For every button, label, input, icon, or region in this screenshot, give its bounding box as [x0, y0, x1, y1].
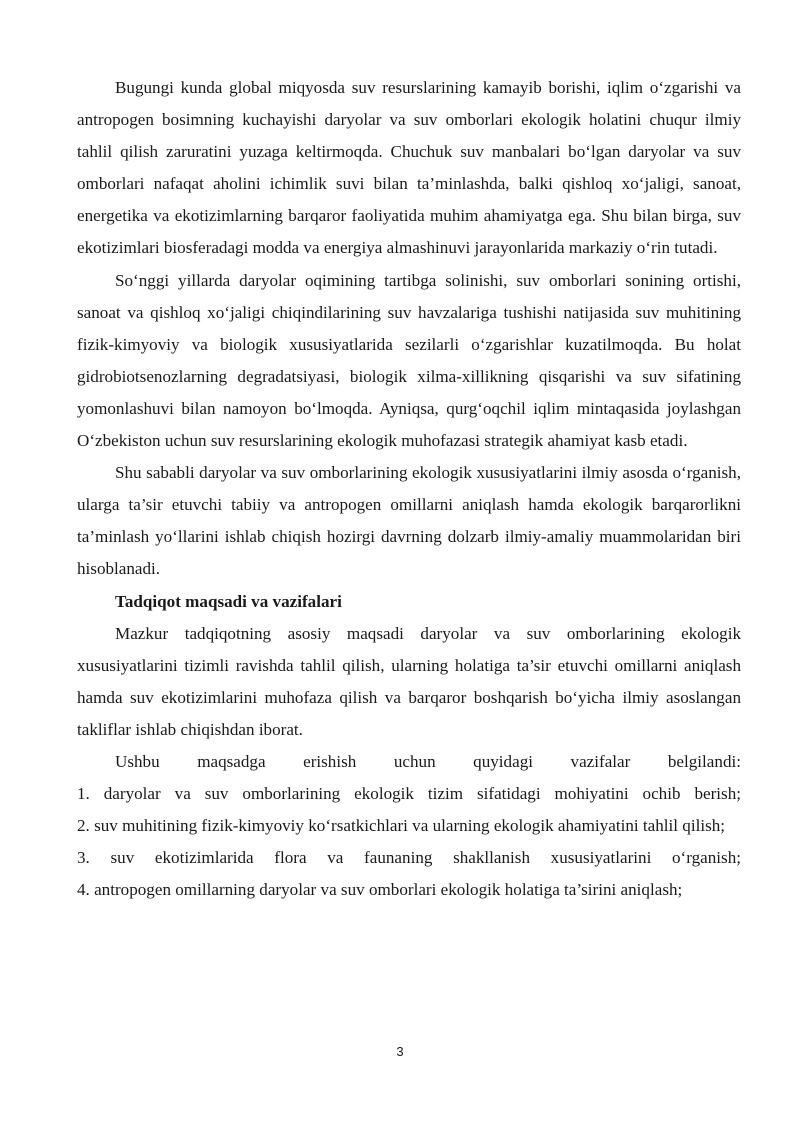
section-heading: Tadqiqot maqsadi va vazifalari: [115, 591, 342, 611]
tasks-intro: Ushbu maqsadga erishish uchun quyidagi vazifalar belgilandi:: [115, 751, 741, 771]
page-number: 3: [396, 1044, 404, 1059]
task-item-3: 3. suv ekotizimlarida flora va faunaning shakllanish xususiyatlarini o‘rganish;: [77, 848, 741, 868]
document-body: [77, 72, 741, 906]
intro-paragraph-1: Bugungi kunda global miqyosda suv resurslarining kamayib borishi, iqlim o‘zgarishi va antropogen bosimning kuchayishi daryolar va suv omborlari ekologik holatini chuqur ilmiy tahlil qilish zaruratini yuzaga keltirmoqda. Chuchuk suv manbalari bo‘lgan daryolar va suv omborlari nafaqat aholini ichimlik suvi bilan ta’minlashda, balki qishloq xo‘jaligi, sanoat, energetika va ekotizimlarning barqaror faoliyatida muhim ahamiyatga ega. Shu bilan birga, suv ekotizimlari biosferadagi modda va energiya almashinuvi jarayonlarida markaziy o‘rin tutadi.: [77, 78, 741, 258]
task-item-2: 2. suv muhitining fizik-kimyoviy ko‘rsatkichlari va ularning ekologik ahamiyatini tahlil qilish;: [77, 816, 726, 836]
intro-paragraph-2: So‘nggi yillarda daryolar oqimining tartibga solinishi, suv omborlari sonining ortishi, sanoat va qishloq xo‘jaligi chiqindilarining suv havzalariga tushishi natijasida suv muhitining fizik-kimyoviy va biologik xususiyatlarida sezilarli o‘zgarishlar kuzatilmoqda. Bu holat gidrobiotsenozlarning degradatsiyasi, biologik xilma-xillikning qisqarishi va suv sifatining yomonlashuvi bilan namoyon bo‘lmoqda. Ayniqsa, qurg‘oqchil iqlim mintaqasida joylashgan O‘zbekiston uchun suv resurslarining ekologik muhofazasi strategik ahamiyat kasb etadi.: [77, 270, 741, 451]
task-item-1: 1. daryolar va suv omborlarining ekologik tizim sifatidagi mohiyatini ochib berish;: [77, 784, 741, 804]
intro-paragraph-3: Shu sababli daryolar va suv omborlarining ekologik xususiyatlarini ilmiy asosda o‘rganish, ularga ta’sir etuvchi tabiiy va antropogen omillarni aniqlash hamda ekologik barqarorlikni ta’minlash yo‘llarini ishlab chiqish hozirgi davrning dolzarb ilmiy-amaliy muammolaridan biri hisoblanadi.: [77, 463, 741, 579]
task-item-4: 4. antropogen omillarning daryolar va suv omborlari ekologik holatiga ta’sirini aniqlash;: [77, 880, 683, 900]
aim-paragraph: Mazkur tadqiqotning asosiy maqsadi daryolar va suv omborlarining ekologik xususiyatlarini tizimli ravishda tahlil qilish, ularning holatiga ta’sir etuvchi omillarni aniqlash hamda suv ekotizimlarini muhofaza qilish va barqaror boshqarish bo‘yicha ilmiy asoslangan takliflar ishlab chiqishdan iborat.: [77, 623, 741, 739]
